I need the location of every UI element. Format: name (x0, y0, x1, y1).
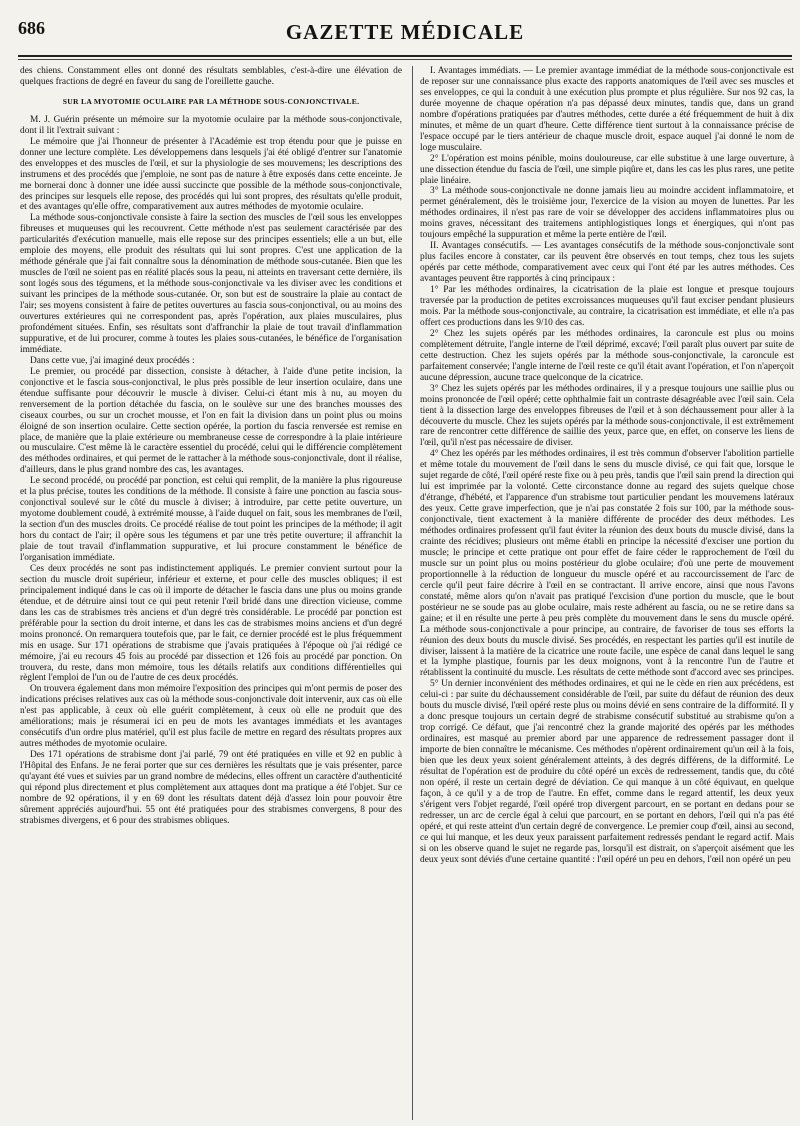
paragraph: Le second procédé, ou procédé par ponction, est celui qui remplit, de la manière la plus rigoureuse et la plus précise, toutes les conditions de la méthode. Il consiste à faire une ponction au fascia sous-conjonctival soulevé sur le côté du muscle à diviser; à introduire, par cette petite ouverture, un myotome doublement coudé, à extrémité mousse, à l'aide duquel on fait, sous les membranes de l'œil, la section d'un des muscles droits. Ce procédé réalise de tout point les principes de la méthode; il agit hors du contact de l'air; il opère sous les tégumens et par une très petite ouverture; il affranchit la plaie de tout travail d'inflammation suppurative, et lui procure constamment le bénéfice de l'organisation immédiate. (20, 476, 402, 563)
paragraph: Ces deux procédés ne sont pas indistinctement appliqués. Le premier convient surtout pour la section du muscle droit supérieur, inférieur et externe, et pour celle des muscles obliques; il est principalement indiqué dans le cas où il importe de détacher le fascia dans une plus ou moins grande étendue, et de détruire ainsi tout ce qui peut retenir l'œil bridé dans une direction vicieuse, comme dans les cas de strabismes très anciens et d'un degré très considérable. Le procédé par ponction est préférable pour la section du droit interne, et dans les cas de strabismes moins anciens et d'un degré moins prononcé. On remarquera toutefois que, par le fait, ce dernier procédé est le plus fréquemment mis en usage. Sur 171 opérations de strabisme que j'avais pratiquées à l'époque où j'ai rédigé ce mémoire, j'ai eu recours 45 fois au procédé par dissection et 126 fois au procédé par ponction. On trouvera, du reste, dans mon mémoire, tous les détails relatifs aux conditions différentielles qui règlent l'emploi de l'un ou de l'autre de ces deux procédés. (20, 563, 402, 684)
left-column (20, 66, 402, 1122)
paragraph: 3° La méthode sous-conjonctivale ne donne jamais lieu au moindre accident inflammatoire, et permet généralement, dès le troisième jour, l'exercice de la vision au moyen de lunettes. Par les méthodes ordinaires, il n'est pas rare de voir se développer des accidens inflammatoires plus ou moins graves, nécessitant des traitemens antiphlogistiques longs et énergiques, qui n'ont pas toujours empêché la suppuration et même la perte entière de l'œil. (420, 186, 794, 241)
paragraph: On trouvera également dans mon mémoire l'exposition des principes qui m'ont permis de poser des indications précises relatives aux cas où la méthode sous-conjonctivale doit intervenir, aux cas où elle n'est pas applicable, à ceux où elle guérit complètement, à ceux où elle ne produit que des améliorations; mais je résumerai ici en peu de mots les avantages immédiats et les avantages consécutifs d'un ordre plus matériel, qu'il est plus facile de mettre en regard des résultats propres aux autres méthodes de myotomie oculaire. (20, 684, 402, 750)
paragraph: 4° Chez les opérés par les méthodes ordinaires, il est très commun d'observer l'abolition partielle et même totale du mouvement de l'œil dans le sens du muscle divisé, ce qui fait que, lorsque le sujet regarde de côté, l'œil opéré reste fixe ou à peu près, tandis que l'œil sain prend la direction qui lui est imprimée par la volonté. Cette circonstance donne au regard des sujets quelque chose d'étrange, d'hébété, et l'apparence d'un strabisme tout particulier pendant les mouvemens latéraux des yeux. Cette grave imperfection, que je n'ai pas constatée 2 fois sur 100, par la méthode sous-conjonctivale, tient exactement à la manière différente de procéder des deux méthodes. Les méthodes ordinaires professent qu'il faut éviter la réunion des deux bouts du muscle divisé, dans la crainte des récidives; plusieurs ont même établi en principe la nécessité d'exciser une portion du muscle; le principe et cette pratique ont pour effet de faire céder le rapprochement de l'œil du muscle sur un point plus ou moins postérieur du globe oculaire; d'où une perte de mouvement proportionnelle à la réduction de longueur du muscle opéré et au raccourcissement de l'arc de cercle qu'il peut faire décrire à l'œil en se contractant. Il arrive encore, ainsi que nous l'avons constaté, même alors qu'on n'avait pas pratiqué l'excision d'une portion du muscle, que le bout postérieur ne se soude pas au globe oculaire, mais reste adhérent au fascia, ou ne se retire dans sa gaine; et il en résulte une perte à peu près complète du mouvement dans le sens du muscle opéré. La méthode sous-conjonctivale a pour principe, au contraire, de favoriser de tous ses efforts la réunion des deux bouts du muscle divisé. Ses procédés, en respectant les parties qu'il est inutile de diviser, laissent à la matière de la cicatrice une route facile, une espèce de canal dans lequel le sang et la lymphe plastique, fournis par les deux moignons, vont à la rencontre l'un de l'autre et rétablissent la continuité du muscle. Les résultats de cette méthode sont d'accord avec ses principes. (420, 449, 794, 679)
column-divider (412, 66, 413, 1120)
paragraph: 2° Chez les sujets opérés par les méthodes ordinaires, la caroncule est plus ou moins complètement détruite, l'angle interne de l'œil déprimé, excavé; l'œil paraît plus ouvert par suite de cette destruction. Chez les sujets opérés par la méthode sous-conjonctivale, la caroncule est parfaitement conservée; l'angle interne de l'œil reste ce qu'il était avant l'opération, et l'on n'aperçoit aucune dépression, aucune trace quelconque de la cicatrice. (420, 328, 794, 383)
right-column (420, 66, 794, 1122)
paragraph: Dans cette vue, j'ai imaginé deux procédés : (30, 355, 195, 366)
paragraph: 3° Chez les sujets opérés par les méthodes ordinaires, il y a presque toujours une saillie plus ou moins prononcée de l'œil opéré; cette ophthalmie fait un contraste désagréable avec l'œil sain. Cela tient à la dissection large des enveloppes fibreuses de l'œil et à son déchaussement pour aller à la découverte du muscle. Chez les sujets opérés par la méthode sous-conjonctivale, il est extrêmement rare de rencontrer cette différence de saillie des yeux, parce que, en effet, on conserve les liens de l'œil, qu'il n'est pas nécessaire de diviser. (420, 383, 794, 449)
paragraph: 5° Un dernier inconvénient des méthodes ordinaires, et qui ne le cède en rien aux précédens, est celui-ci : par suite du déchaussement considérable de l'œil, par suite du défaut de réunion des deux bouts du muscle divisé, l'œil opéré reste plus ou moins dévié en sens contraire de la difformité. Il y a donc presque toujours un certain degré de strabisme consécutif substitué au strabisme qu'on a trop corrigé. Ce défaut, que j'ai rencontré chez la grande majorité des opérés par les méthodes ordinaires, est masqué au premier abord par une apparence de redressement passager dont il importe de bien connaître le mécanisme. Ces méthodes n'opèrent ordinairement qu'un œil à la fois, bien que les deux yeux soient généralement atteints, à des degrés différens, de la difformité. Le résultat de l'opération est de produire du côté opéré un excès de redressement, tandis que, du côté non opéré, il reste un certain degré de déviation. Ce qui manque à un côté équivaut, en quelque façon, à ce qu'il y a de trop de l'autre. En effet, comme dans le regard attentif, les deux yeux s'érigent vers l'objet regardé, l'œil opéré trop divergent parcourt, en se portant en dedans pour se redresser, un arc de cercle égal à celui que parcourt, en se portant en dehors, l'œil qui n'a pas été opéré, et qui reste atteint d'un certain degré de convergence. Le premier coup d'œil, ainsi au second, ce qui lui manque, et les deux yeux paraissent parfaitement redressés pendant le regard actif. Mais si on les observe quand le sujet ne regarde pas, lorsqu'il est distrait, on s'aperçoit aisément que les deux yeux sont déviés d'une certaine quantité : l'œil opéré un peu en dehors, l'œil non opéré un peu (420, 679, 794, 865)
intro-paragraph: des chiens. Constamment elles ont donné des résultats semblables, c'est-à-dire une élévation de quelques fractions de degré en faveur du sang de l'oreillette gauche. (20, 66, 402, 87)
paragraph: 1° Par les méthodes ordinaires, la cicatrisation de la plaie est longue et presque toujours traversée par la production de petites excroissances muqueuses qu'il faut exciser pendant plusieurs mois. Par la méthode sous-conjonctivale, au contraire, la cicatrisation est immédiate, et elle n'a pas offert ces productions dans les 9/10 des cas. (420, 285, 794, 328)
header-rule (18, 55, 792, 57)
paragraph: II. Avantages consécutifs. — Les avantages consécutifs de la méthode sous-conjonctivale sont plus faciles encore à constater, car ils peuvent être observés en tout temps, chez tous les sujets opérés par cette méthode, comparativement avec ceux qui l'ont été par les autres méthodes. Ces avantages peuvent être rapportés à cinq principaux : (420, 241, 794, 285)
paragraph: 2° L'opération est moins pénible, moins douloureuse, car elle substitue à une large ouverture, à une dissection étendue du fascia de l'œil, une simple piqûre et, dans les cas les plus rares, une petite plaie linéaire. (420, 153, 794, 186)
paragraph: La méthode sous-conjonctivale consiste à faire la section des muscles de l'œil sous les enveloppes fibreuses et muqueuses qui les recouvrent. Cette méthode n'est pas seulement caractérisée par des particularités d'exécution manuelle, mais elle repose sur des principes essentiels; elle a un but, elle emploie des moyens, elle produit des résultats qui lui sont propres. C'est une application de la méthode générale que j'ai fait connaître sous la dénomination de méthode sous-cutanée. Bien que les muscles de l'œil ne soient pas en réalité placés sous la peau, ni atteints en traversant cette dernière, ils sont logés sous des tégumens, et la méthode sous-conjonctivale va les diviser avec les conditions et suivant les principes de la méthode sous-cutanée. Or, son but est de soustraire la plaie au contact de l'air; ses moyens consistent à faire de petites ouvertures au fascia sous-conjonctival, ou au moins des ouvertures extérieures qui ne correspondent pas, après l'opération, aux plaies musculaires, plus profondément situées. Enfin, ses résultats sont d'affranchir la plaie de tout travail d'inflammation suppurative, et de lui procurer, comme à toutes les plaies sous-cutanées, le bénéfice de l'organisation immédiate. (20, 213, 402, 355)
paragraph: Le premier, ou procédé par dissection, consiste à détacher, à l'aide d'une petite incision, la conjonctive et le fascia sous-conjonctival, le plus près possible de leur insertion oculaire, dans une étendue suffisante pour découvrir le muscle à diviser. Celui-ci étant mis à nu, au moyen du renversement de la portion détachée du fascia, on le soulève sur une des branches mousses des ciseaux courbes, ou sur un crochet mousse, et l'on en fait la division dans un point plus ou moins éloigné de son insertion oculaire. Cette section opérée, la portion du fascia renversée est remise en place, de manière que la plaie extérieure ou membraneuse cesse de correspondre à la plaie intérieure ou musculaire. C'est même là le caractère essentiel du procédé, celui qui le différencie complètement des méthodes ordinaires, et qui permet de le rattacher à la méthode sous-conjonctivale, dont il réalise, d'ailleurs, dans le plus grand nombre des cas, les avantages. (20, 366, 402, 476)
paragraph: I. Avantages immédiats. — Le premier avantage immédiat de la méthode sous-conjonctivale est de reposer sur une connaissance plus exacte des rapports anatomiques de l'œil avec ses muscles et ses enveloppes, ce qui la conduit à une exécution plus prompte et plus régulière. Sur nos 92 cas, la durée moyenne de chaque opération n'a pas dépassé deux minutes, tandis que, dans un grand nombre d'opérations pratiquées par d'autres méthodes, cette durée a été fréquemment de huit à dix minutes, et même de un quart d'heure. Cette différence tient surtout à la connaissance précise de l'espace occupé par le tiers antérieur de chaque muscle droit, espace auquel j'ai donné le nom de loge musculaire. (420, 66, 794, 153)
page-number: 686 (18, 18, 45, 38)
header-rule-thin (18, 59, 792, 60)
paragraph: M. J. Guérin présente un mémoire sur la myotomie oculaire par la méthode sous-conjonctivale, dont il lit l'extrait suivant : (20, 114, 402, 136)
paragraph: Le mémoire que j'ai l'honneur de présenter à l'Académie est trop étendu pour que je puisse en donner une lecture complète. Les développemens dans lesquels j'ai été obligé d'entrer sur l'anatomie des enveloppes et des muscles de l'œil, et sur la physiologie de ses mouvemens; les descriptions des instrumens et des procédés que j'emploie, ne sont pas de nature à être exposés dans cette enceinte. Je me bornerai donc à donner une idée aussi succincte que possible de la méthode sous-conjonctivale, des principes sur lesquels elle repose, des procédés qui lui sont propres, des résultats qu'elle produit, et des avantages qu'elle offre, comparativement aux autres méthodes de myotomie oculaire. (20, 136, 402, 213)
paragraph: Des 171 opérations de strabisme dont j'ai parlé, 79 ont été pratiquées en ville et 92 en public à l'Hôpital des Enfans. Je ne ferai porter que sur ces dernières les résultats que je vais présenter, parce qu'ayant été vues et suivies par un grand nombre de médecins, elles offrent un caractère d'authenticité qui répond plus directement et plus complètement aux attaques dont ma pratique a été l'objet. Sur ce nombre de 92 opérations, il y en 69 dont les résultats datent déjà d'assez loin pour pouvoir être sûrement appréciés aujourd'hui. 55 ont été pratiquées pour des strabismes convergens, 8 pour des strabismes divergens, et 6 pour des strabismes obliques. (20, 750, 402, 826)
journal-title: GAZETTE MÉDICALE (285, 20, 525, 44)
section-title: SUR LA MYOTOMIE OCULAIRE PAR LA MÉTHODE SOUS-CONJONCTIVALE. (62, 96, 360, 106)
